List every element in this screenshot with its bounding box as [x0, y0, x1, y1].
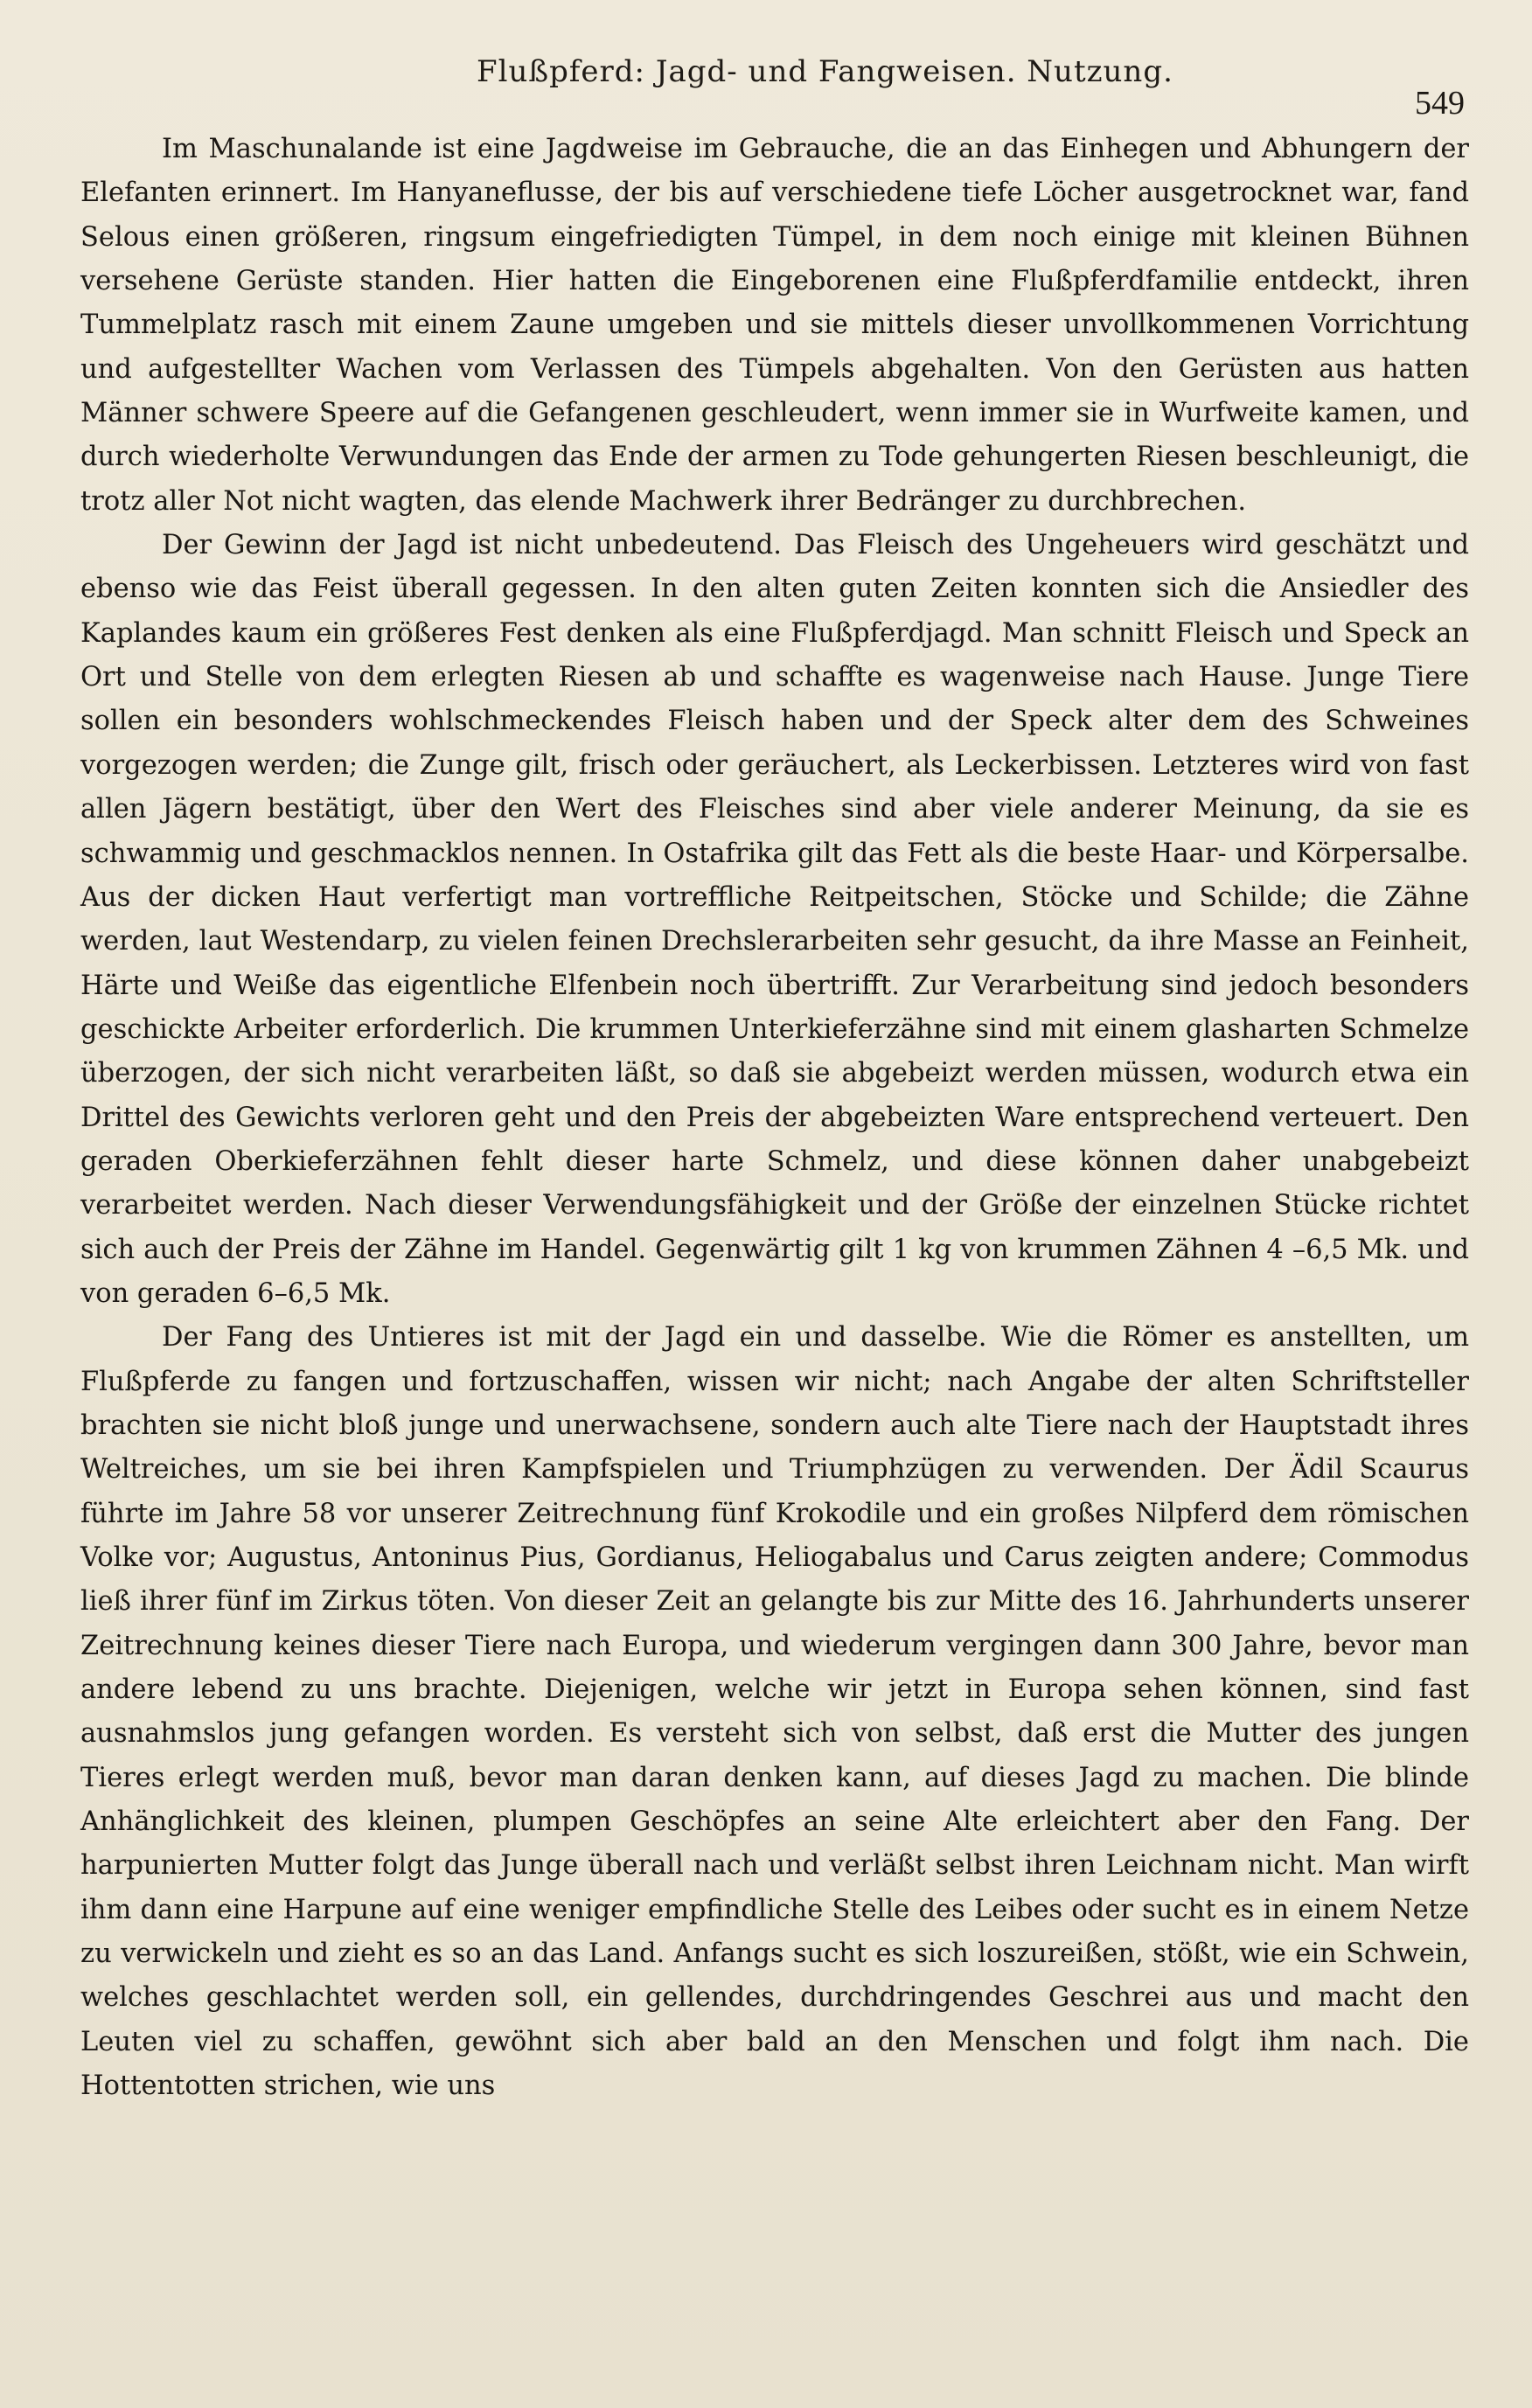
running-title: Flußpferd: Jagd- und Fangweisen. Nutzung.	[477, 54, 1173, 89]
paragraph-hunting-yield: Der Gewinn der Jagd ist nicht unbedeutend. Das Fleisch des Ungeheuers wird geschätzt und ebenso wie das Feist überall gegessen. In den alten guten Zeiten konnten sich die Ansiedler des Kaplandes kaum ein größeres Fest denken als eine Flußpferdjagd. Man schnitt Fleisch und Speck an Ort und Stelle von dem erlegten Riesen ab und schaffte es wagenweise nach Hause. Junge Tiere sollen ein besonders wohlschmeckendes Fleisch haben und der Speck alter dem des Schweines vorgezogen werden; die Zunge gilt, frisch oder geräuchert, als Leckerbissen. Letzteres wird von fast allen Jägern bestätigt, über den Wert des Fleisches sind aber viele anderer Meinung, da sie es schwammig und geschmacklos nennen. In Ostafrika gilt das Fett als die beste Haar- und Körpersalbe. Aus der dicken Haut verfertigt man vortreffliche Reitpeitschen, Stöcke und Schilde; die Zähne werden, laut Westendarp, zu vielen feinen Drechslerarbeiten sehr gesucht, da ihre Masse an Feinheit, Härte und Weiße das eigentliche Elfenbein noch übertrifft. Zur Verarbeitung sind jedoch besonders geschickte Arbeiter erforderlich. Die krummen Unterkieferzähne sind mit einem glasharten Schmelze überzogen, der sich nicht verarbeiten läßt, so daß sie abgebeizt werden müssen, wodurch etwa ein Drittel des Gewichts verloren geht und den Preis der abgebeizten Ware entsprechend verteuert. Den geraden Oberkieferzähnen fehlt dieser harte Schmelz, und diese können daher unabgebeizt verarbeitet werden. Nach dieser Verwendungsfähigkeit und der Größe der einzelnen Stücke richtet sich auch der Preis der Zähne im Handel. Gegenwärtig gilt 1 kg von krummen Zähnen 4 –6,5 Mk. und von geraden 6–6,5 Mk.	[80, 530, 1469, 1309]
paragraph-selous-hunting: Im Maschunalande ist eine Jagdweise im Gebrauche, die an das Einhegen und Abhungern der Elefanten erinnert. Im Hanyaneflusse, der bis auf verschiedene tiefe Löcher ausgetrocknet war, fand Selous einen größeren, ringsum eingefriedigten Tümpel, in dem noch einige mit kleinen Bühnen versehene Gerüste standen. Hier hatten die Eingeborenen eine Flußpferdfamilie entdeckt, ihren Tummelplatz rasch mit einem Zaune umgeben und sie mittels dieser unvollkommenen Vorrichtung und aufgestellter Wachen vom Verlassen des Tümpels abgehalten. Von den Gerüsten aus hatten Männer schwere Speere auf die Gefangenen geschleudert, wenn immer sie in Wurfweite kamen, und durch wiederholte Verwundungen das Ende der armen zu Tode gehungerten Riesen beschleunigt, die trotz aller Not nicht wagten, das elende Machwerk ihrer Bedränger zu durchbrechen.	[80, 134, 1469, 517]
page-number: 549	[1415, 85, 1465, 122]
paragraph-capture: Der Fang des Untieres ist mit der Jagd ein und dasselbe. Wie die Römer es anstellten, um Flußpferde zu fangen und fortzuschaffen, wissen wir nicht; nach Angabe der alten Schriftsteller brachten sie nicht bloß junge und unerwachsene, sondern auch alte Tiere nach der Hauptstadt ihres Weltreiches, um sie bei ihren Kampfspielen und Triumphzügen zu verwenden. Der Ädil Scaurus führte im Jahre 58 vor unserer Zeitrechnung fünf Krokodile und ein großes Nilpferd dem römischen Volke vor; Augustus, Antoninus Pius, Gordianus, Heliogabalus und Carus zeigten andere; Commodus ließ ihrer fünf im Zirkus töten. Von dieser Zeit an gelangte bis zur Mitte des 16. Jahrhunderts unserer Zeitrechnung keines dieser Tiere nach Europa, und wiederum vergingen dann 300 Jahre, bevor man andere lebend zu uns brachte. Diejenigen, welche wir jetzt in Europa sehen können, sind fast ausnahmslos jung gefangen worden. Es versteht sich von selbst, daß erst die Mutter des jungen Tieres erlegt werden muß, bevor man daran denken kann, auf dieses Jagd zu machen. Die blinde Anhänglichkeit des kleinen, plumpen Geschöpfes an seine Alte erleichtert aber den Fang. Der harpunierten Mutter folgt das Junge überall nach und verläßt selbst ihren Leichnam nicht. Man wirft ihm dann eine Harpune auf eine weniger empfindliche Stelle des Leibes oder sucht es in einem Netze zu verwickeln und zieht es so an das Land. Anfangs sucht es sich loszureißen, stößt, wie ein Schwein, welches geschlachtet werden soll, ein gellendes, durchdringendes Geschrei aus und macht den Leuten viel zu schaffen, gewöhnt sich aber bald an den Menschen und folgt ihm nach. Die Hottentotten strichen, wie uns	[80, 1322, 1469, 2102]
running-head	[0, 54, 1532, 122]
body-text	[80, 128, 1469, 2108]
